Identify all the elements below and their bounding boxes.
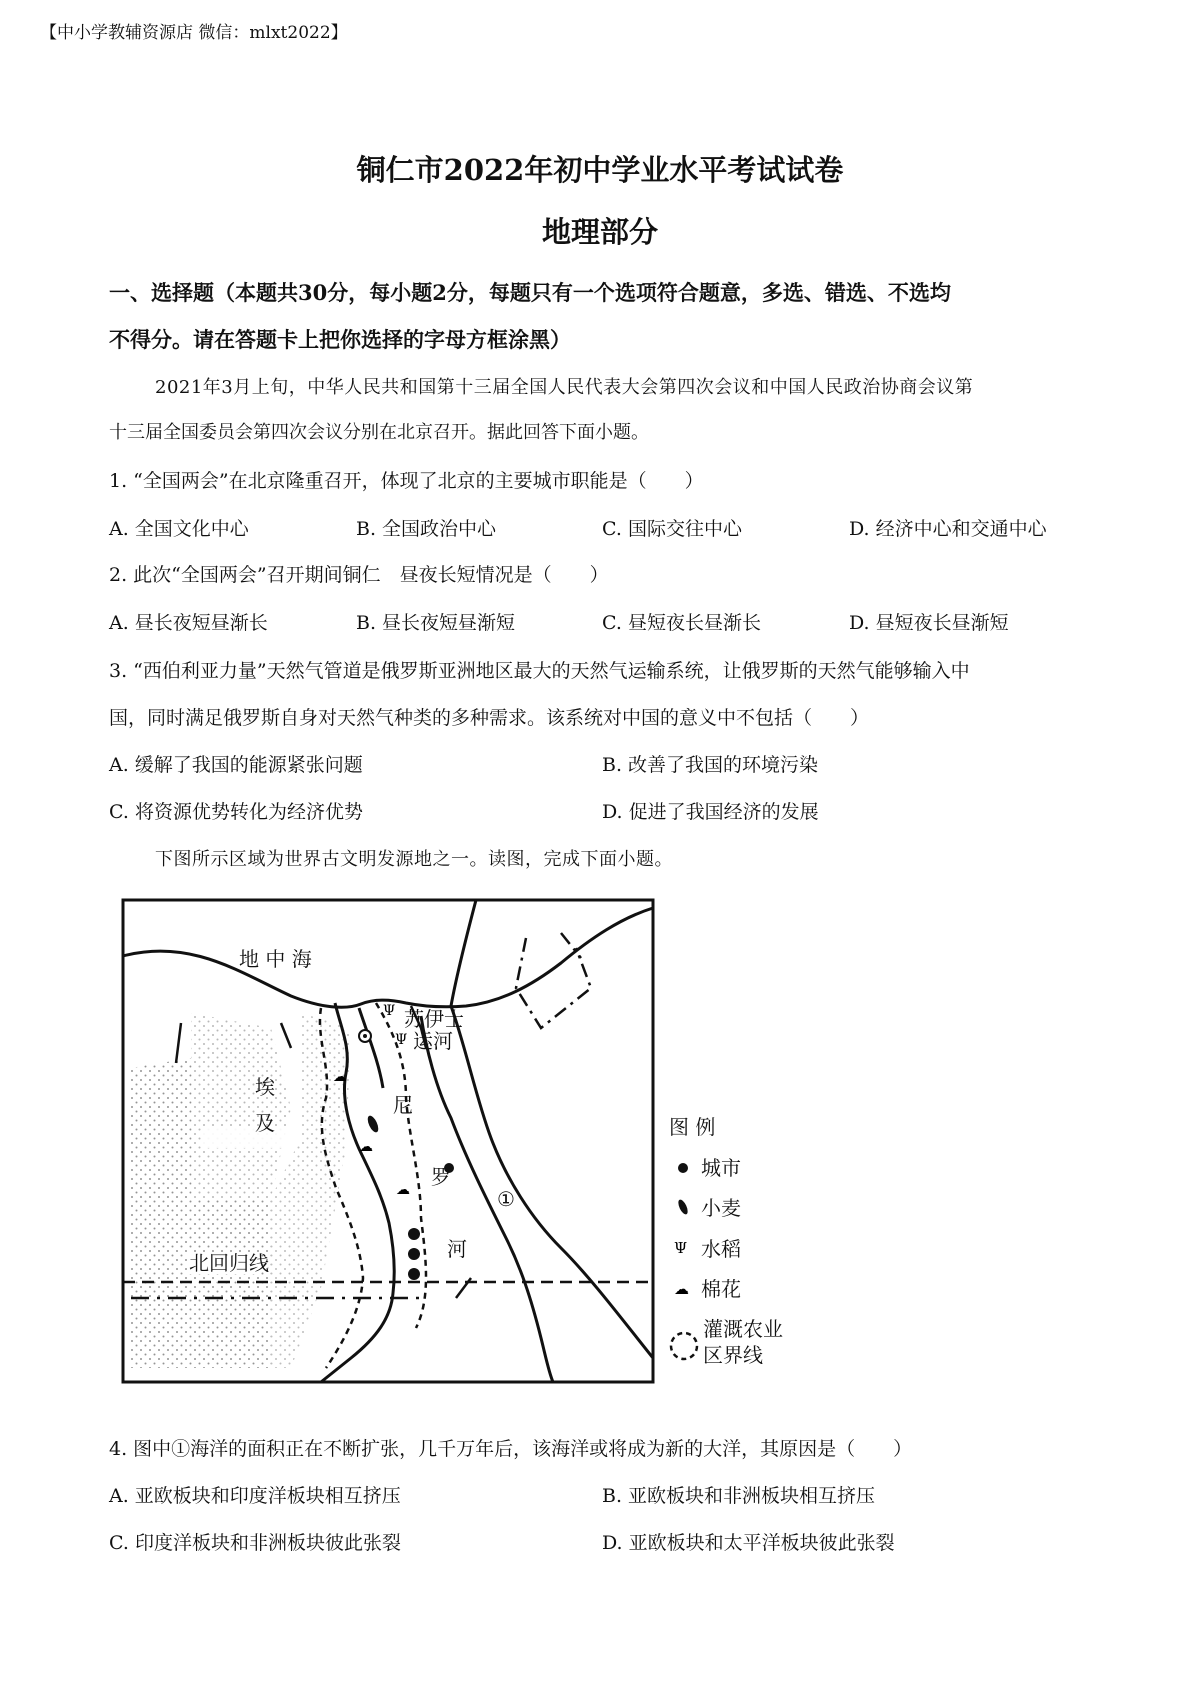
suez-label-line2: 运河 <box>413 1029 453 1053</box>
mediterranean-label: 地 中 海 <box>239 947 312 971</box>
border-sinai <box>516 938 591 1028</box>
page-subtitle: 地理部分 <box>541 215 658 249</box>
label-background <box>201 1128 291 1148</box>
intro1-line1: 2021年3月上旬，中华人民共和国第十三届全国人民代表大会第四次会议和中国人民政治协商会议第 <box>155 377 974 398</box>
cotton-icon: ☁ <box>359 1139 373 1155</box>
map-legend <box>669 1115 783 1367</box>
q4-option-c[interactable]: C. 印度洋板块和非洲板块彼此张裂 <box>109 1532 401 1554</box>
q4-stem: 4. 图中①海洋的面积正在不断扩张，几千万年后，该海洋或将成为新的大洋，其原因是（ ） <box>109 1438 913 1460</box>
legend-wheat: 小麦 <box>701 1196 741 1220</box>
q4-option-b[interactable]: B. 亚欧板块和非洲板块相互挤压 <box>602 1485 876 1507</box>
q1-option-d[interactable]: D. 经济中心和交通中心 <box>849 518 1047 540</box>
border-mid-stub <box>281 1023 291 1048</box>
section-heading-line2: 不得分。请在答题卡上把你选择的字母方框涂黑） <box>109 327 571 352</box>
rice-icon: Ψ <box>383 1003 396 1019</box>
q2-option-c[interactable]: C. 昼短夜长昼渐长 <box>602 612 761 634</box>
q3-option-d[interactable]: D. 促进了我国经济的发展 <box>602 801 819 823</box>
red-sea-east-coast <box>451 1006 653 1358</box>
suez-label-line1: 苏伊士 <box>404 1007 464 1031</box>
source-header: 【中小学教辅资源店 微信：mlxt2022】 <box>40 23 348 43</box>
sea-marker-1: ① <box>497 1187 515 1211</box>
rice-icon: Ψ <box>395 1032 408 1048</box>
legend-title: 图 例 <box>669 1115 716 1139</box>
legend-rice: 水稻 <box>701 1237 741 1261</box>
tropic-label: 北回归线 <box>189 1251 269 1275</box>
legend-irrigation-line2: 区界线 <box>703 1343 763 1367</box>
intro1-line2: 十三届全国委员会第四次会议分别在北京召开。据此回答下面小题。 <box>109 422 649 443</box>
q2-option-a[interactable]: A. 昼长夜短昼渐长 <box>109 612 268 634</box>
legend-rice-icon: Ψ <box>674 1239 688 1257</box>
egypt-label-1: 埃 <box>255 1075 275 1099</box>
desert-area-northwest <box>191 1013 291 1198</box>
page-title: 铜仁市2022年初中学业水平考试试卷 <box>356 153 844 187</box>
city-marker <box>408 1228 420 1240</box>
q4-option-a[interactable]: A. 亚欧板块和印度洋板块相互挤压 <box>109 1485 401 1507</box>
cotton-icon: ☁ <box>396 1182 410 1198</box>
wheat-icon <box>366 1114 381 1134</box>
desert-area-central <box>271 1013 351 1368</box>
q3-stem-line1: 3. “西伯利亚力量”天然气管道是俄罗斯亚洲地区最大的天然气运输系统，让俄罗斯的天然气能够输入中 <box>109 660 970 682</box>
intro2: 下图所示区域为世界古文明发源地之一。读图，完成下面小题。 <box>155 849 673 870</box>
q3-option-b[interactable]: B. 改善了我国的环境污染 <box>602 754 819 776</box>
q1-option-a[interactable]: A. 全国文化中心 <box>109 518 249 540</box>
q3-option-a[interactable]: A. 缓解了我国的能源紧张问题 <box>109 754 363 776</box>
q3-option-c[interactable]: C. 将资源优势转化为经济优势 <box>109 801 363 823</box>
legend-irrigation-line1: 灌溉农业 <box>703 1317 783 1341</box>
legend-cotton: 棉花 <box>701 1277 741 1301</box>
nile-label-3: 河 <box>447 1237 467 1261</box>
q4-option-d[interactable]: D. 亚欧板块和太平洋板块彼此张裂 <box>602 1532 895 1554</box>
q1-stem: 1. “全国两会”在北京隆重召开，体现了北京的主要城市职能是（ ） <box>109 470 704 492</box>
mediterranean-coastline <box>123 908 653 1007</box>
q2-stem: 2. 此次“全国两会”召开期间铜仁 昼夜长短情况是（ ） <box>109 564 609 586</box>
q3-stem-line2: 国，同时满足俄罗斯自身对天然气种类的多种需求。该系统对中国的意义中不包括（ ） <box>109 707 870 729</box>
legend-wheat-icon <box>676 1198 689 1215</box>
q1-option-b[interactable]: B. 全国政治中心 <box>356 518 497 540</box>
city-marker <box>408 1248 420 1260</box>
legend-irrigation-icon <box>671 1333 697 1359</box>
q2-option-b[interactable]: B. 昼长夜短昼渐短 <box>356 612 516 634</box>
legend-cotton-icon: ☁ <box>674 1280 689 1298</box>
border-west-stub <box>176 1023 181 1063</box>
city-marker <box>408 1268 420 1280</box>
q1-option-c[interactable]: C. 国际交往中心 <box>602 518 742 540</box>
egypt-label-2: 及 <box>255 1111 275 1135</box>
nile-label-2: 罗 <box>431 1165 451 1189</box>
legend-city-icon <box>678 1163 688 1173</box>
nile-delta-branch <box>359 1008 383 1088</box>
nile-label-1: 尼 <box>393 1093 413 1117</box>
q2-option-d[interactable]: D. 昼短夜长昼渐短 <box>849 612 1009 634</box>
red-sea-west-coast <box>421 1016 553 1382</box>
legend-city: 城市 <box>701 1156 741 1180</box>
nile-region-map <box>121 898 811 1390</box>
sinai-coast <box>451 900 476 1006</box>
section-heading-line1: 一、选择题（本题共30分，每小题2分，每题只有一个选项符合题意，多选、错选、不选均 <box>109 280 951 305</box>
cotton-icon: ☁ <box>333 1069 347 1085</box>
